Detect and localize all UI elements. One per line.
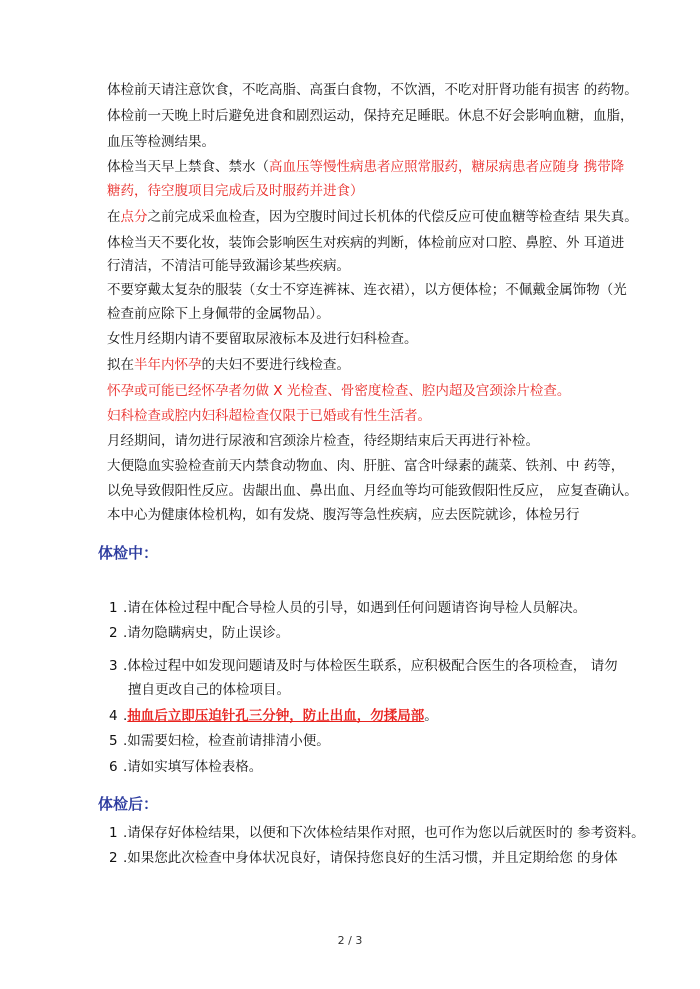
text-segment: 之前完成采血检查，因为空腹时间过长机体的代偿反应可使血糖等检查结 果失真。	[147, 209, 638, 225]
item-number: 2	[109, 625, 118, 641]
list-item	[109, 823, 669, 843]
text-line: 本中心为健康体检机构，如有发烧、腹泻等急性疾病，应去医院就诊，体检另行	[107, 507, 580, 523]
text-segment: 在	[107, 209, 121, 225]
text-line: 行清洁，不清洁可能导致漏诊某些疾病。	[107, 258, 350, 274]
list-item	[109, 656, 669, 676]
text-line: 不要穿戴太复杂的服装（女士不穿连裤袜、连衣裙），以方便体检；不佩戴金属饰物（光	[107, 282, 627, 298]
item-text: .	[123, 708, 128, 724]
item-text: .如果您此次检查中身体状况良好，请保持您良好的生活习惯，并且定期给您 的身体	[123, 850, 618, 866]
item-number: 2	[109, 850, 118, 866]
list-item	[109, 757, 669, 777]
text-segment: 体检当天早上禁食、禁水（	[107, 159, 269, 175]
text-line: 体检前一天晚上时后避免进食和剧烈运动，保持充足睡眠。休息不好会影响血糖，血脂，	[107, 108, 634, 124]
list-item	[109, 848, 669, 868]
highlight-text: 怀孕或可能已经怀孕者勿做 X 光检查、骨密度检查、腔内超及宫颈涂片检查。	[107, 383, 571, 399]
text-segment: 拟在	[107, 357, 134, 373]
list-item	[109, 731, 669, 751]
list-item	[109, 706, 669, 726]
item-text: .请勿隐瞒病史，防止误诊。	[123, 625, 290, 641]
text-line	[107, 355, 667, 375]
item-number: 6	[109, 759, 118, 775]
section-heading-after: 体检后：	[98, 795, 159, 813]
text-line: 月经期间，请勿进行尿液和宫颈涂片检查，待经期结束后天再进行补检。	[107, 433, 539, 449]
text-line: 体检前天请注意饮食，不吃高脂、高蛋白食物，不饮酒，不吃对肝肾功能有损害 的药物。	[107, 82, 638, 98]
item-text: .请如实填写体检表格。	[123, 759, 263, 775]
highlight-text: 糖药，待空腹项目完成后及时服药并进食）	[107, 183, 364, 199]
item-text: .如需要妇检，检查前请排清小便。	[123, 733, 330, 749]
list-item	[109, 598, 669, 618]
text-line: 女性月经期内请不要留取尿液标本及进行妇科检查。	[107, 331, 418, 347]
item-number: 3	[109, 658, 118, 674]
highlight-text: 点分	[120, 209, 148, 225]
item-text: .请在体检过程中配合导检人员的引导，如遇到任何问题请咨询导检人员解决。	[123, 600, 587, 616]
item-number: 1	[109, 600, 118, 616]
text-line	[107, 157, 667, 177]
page-number: 2 / 3	[337, 934, 363, 947]
item-text: .体检过程中如发现问题请及时与体检医生联系，应积极配合医生的各项检查， 请勿	[123, 658, 618, 674]
text-line: 大便隐血实验检查前天内禁食动物血、肉、肝脏、富含叶绿素的蔬菜、铁剂、中 药等，	[107, 458, 625, 474]
item-text: .请保存好体检结果，以便和下次体检结果作对照，也可作为您以后就医时的 参考资料。	[123, 825, 645, 841]
list-item	[109, 623, 669, 643]
item-text: 。	[424, 708, 438, 724]
item-number: 4	[109, 708, 118, 724]
text-line: 检查前应除下上身佩带的金属物品）。	[107, 306, 330, 322]
highlight-text: 妇科检查或腔内妇科超检查仅限于已婚或有性生活者。	[107, 408, 431, 424]
item-text-continued: 擅自更改自己的体检项目。	[128, 682, 290, 698]
highlight-text: 抽血后立即压迫针孔三分钟，防止出血，勿揉局部	[127, 708, 425, 724]
section-heading-during: 体检中：	[98, 544, 159, 562]
text-segment: 的夫妇不要进行线检查。	[201, 357, 350, 373]
text-line: 体检当天不要化妆，装饰会影响医生对疾病的判断，体检前应对口腔、鼻腔、外 耳道进	[107, 235, 625, 251]
item-number: 5	[109, 733, 118, 749]
text-line	[107, 207, 667, 227]
text-line: 血压等检测结果。	[107, 134, 215, 150]
text-line: 以免导致假阳性反应。齿龈出血、鼻出血、月经血等均可能致假阳性反应， 应复查确认。	[107, 483, 638, 499]
highlight-text: 半年内怀孕	[134, 357, 202, 373]
item-number: 1	[109, 825, 118, 841]
highlight-text: 高血压等慢性病患者应照常服药，糖尿病患者应随身 携带降	[269, 159, 625, 175]
